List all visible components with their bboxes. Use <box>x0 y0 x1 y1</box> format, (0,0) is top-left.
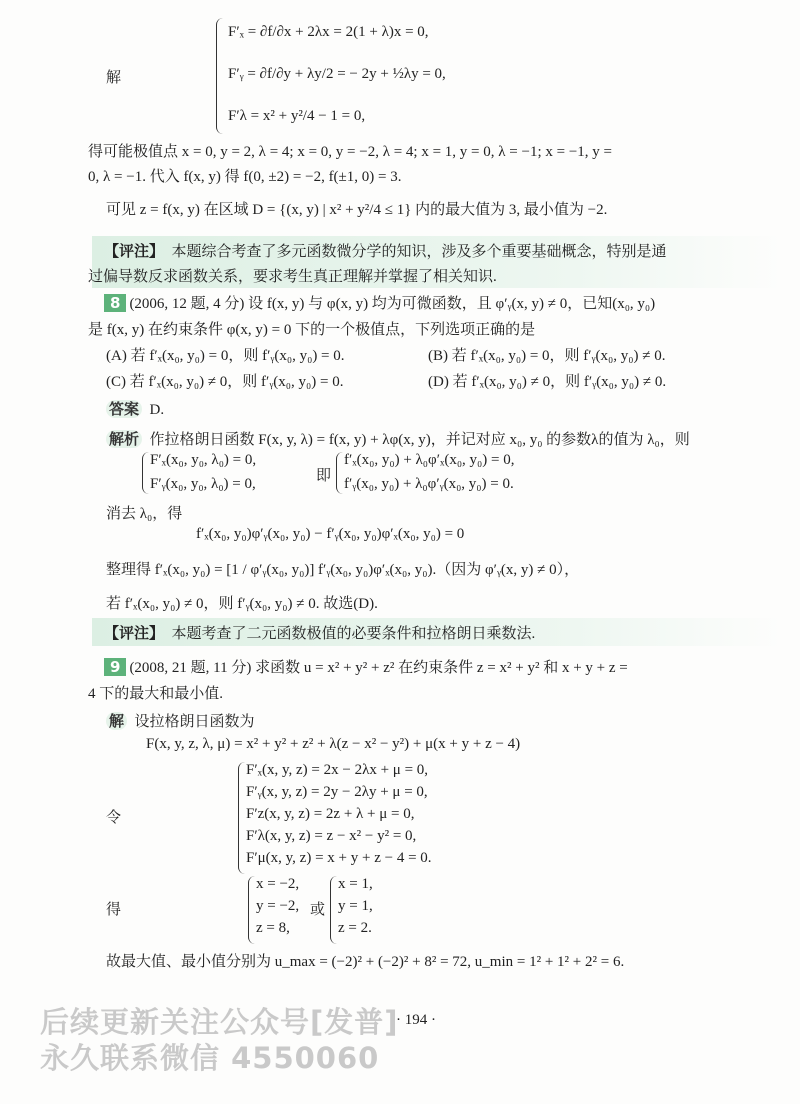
answer-value: D. <box>149 402 165 418</box>
text-line: 0, λ = −1. 代入 f(x, y) 得 f(0, ±2) = −2, f(±1, 0) = 3. <box>88 169 402 185</box>
text-line: 整理得 f′ₓ(x₀, y₀) = [1 / φ′ᵧ(x₀, y₀)] f′ᵧ(x₀, y₀)φ′ₓ(x₀, y₀).（因为 φ′ᵧ(x, y) ≠ 0）， <box>106 562 580 578</box>
equation: f′ₓ(x₀, y₀)φ′ᵧ(x₀, y₀) − f′ᵧ(x₀, y₀)φ′ₓ(x₀, y₀) = 0 <box>196 526 465 542</box>
option-c: (C) 若 f′ₓ(x₀, y₀) ≠ 0，则 f′ᵧ(x₀, y₀) = 0. <box>106 374 344 390</box>
text: 令 <box>106 810 122 826</box>
equation: F′ᵧ(x, y, z) = 2y − 2λy + μ = 0, <box>246 784 428 800</box>
comment-text: 本题考查了二元函数极值的必要条件和拉格朗日乘数法. <box>171 626 536 642</box>
comment-line <box>104 622 535 643</box>
option-b: (B) 若 f′ₓ(x₀, y₀) = 0，则 f′ᵧ(x₀, y₀) ≠ 0. <box>428 348 666 364</box>
equation: F′ₓ(x, y, z) = 2x − 2λx + μ = 0, <box>246 762 429 778</box>
solution-line <box>106 710 255 731</box>
comment-text: 过偏导数反求函数关系，要求考生真正理解并掌握了相关知识. <box>88 269 497 285</box>
equation: x = 1, <box>338 876 373 892</box>
equation: F′ᵧ(x₀, y₀, λ₀) = 0, <box>150 476 256 492</box>
left-brace <box>330 876 337 944</box>
text: 或 <box>310 902 326 918</box>
text-line: 可见 z = f(x, y) 在区域 D = {(x, y) | x² + y²/4 ≤ 1} 内的最大值为 3, 最小值为 −2. <box>106 202 608 218</box>
analysis-text: 作拉格朗日函数 F(x, y, λ) = f(x, y) + λφ(x, y)，并记对应 x₀, y₀ 的参数λ的值为 λ₀，则 <box>149 432 690 448</box>
equation: z = 8, <box>256 920 290 936</box>
comment-text: 本题综合考查了多元函数微分学的知识，涉及多个重要基础概念，特别是通 <box>171 244 667 260</box>
text: 得 <box>106 902 122 918</box>
watermark-line: 永久联系微信 4550060 <box>40 1041 380 1075</box>
equation: F′λ = x² + y²/4 − 1 = 0, <box>228 108 366 124</box>
left-brace <box>248 876 255 944</box>
watermark-line: 后续更新关注公众号[发普] <box>40 1005 399 1039</box>
equation: f′ₓ(x₀, y₀) + λ₀φ′ₓ(x₀, y₀) = 0, <box>344 452 515 468</box>
page-number: · 194 · <box>396 1012 436 1028</box>
equation: F′μ(x, y, z) = x + y + z − 4 = 0. <box>246 850 432 866</box>
solution-label: 解 <box>106 70 122 86</box>
solution-text: 设拉格朗日函数为 <box>134 714 255 730</box>
left-brace <box>216 18 223 134</box>
problem-text: (2006, 12 题, 4 分) 设 f(x, y) 与 φ(x, y) 均为可微函数，且 φ′ᵧ(x, y) ≠ 0，已知(x₀, y₀) <box>129 296 656 312</box>
equation: F′ₓ = ∂f/∂x + 2λx = 2(1 + λ)x = 0, <box>228 24 429 40</box>
equation: F′ₓ(x₀, y₀, λ₀) = 0, <box>150 452 257 468</box>
left-brace <box>142 452 149 494</box>
solution-label: 解 <box>106 712 127 730</box>
option-a: (A) 若 f′ₓ(x₀, y₀) = 0，则 f′ᵧ(x₀, y₀) = 0. <box>106 348 345 364</box>
analysis-line <box>106 428 690 449</box>
problem-9-line <box>104 656 628 677</box>
comment-label: 【评注】 <box>104 244 165 260</box>
equation: f′ᵧ(x₀, y₀) + λ₀φ′ᵧ(x₀, y₀) = 0. <box>344 476 514 492</box>
problem-number: 8 <box>104 294 126 312</box>
equation: y = 1, <box>338 898 373 914</box>
equation: F′ᵧ = ∂f/∂y + λy/2 = − 2y + ½λy = 0, <box>228 66 446 82</box>
problem-text: (2008, 21 题, 11 分) 求函数 u = x² + y² + z² 在约束条件 z = x² + y² 和 x + y + z = <box>129 660 628 676</box>
left-brace <box>238 762 245 874</box>
text-line: 若 f′ₓ(x₀, y₀) ≠ 0，则 f′ᵧ(x₀, y₀) ≠ 0. 故选(D). <box>106 596 378 612</box>
comment-label: 【评注】 <box>104 626 165 642</box>
text-line: 故最大值、最小值分别为 u_max = (−2)² + (−2)² + 8² = 72, u_min = 1² + 1² + 2² = 6. <box>106 954 625 970</box>
comment-line <box>104 240 667 261</box>
equation: F(x, y, z, λ, μ) = x² + y² + z² + λ(z − x² − y²) + μ(x + y + z − 4) <box>146 736 521 752</box>
equation: y = −2, <box>256 898 300 914</box>
problem-text: 是 f(x, y) 在约束条件 φ(x, y) = 0 下的一个极值点，下列选项正确的是 <box>88 322 536 338</box>
problem-8-line <box>104 292 655 313</box>
text: 即 <box>316 468 332 484</box>
answer-label: 答案 <box>106 400 142 418</box>
equation: F′z(x, y, z) = 2z + λ + μ = 0, <box>246 806 415 822</box>
left-brace <box>336 452 343 494</box>
text-line: 消去 λ₀，得 <box>106 506 183 522</box>
equation: x = −2, <box>256 876 300 892</box>
equation: z = 2. <box>338 920 372 936</box>
problem-text: 4 下的最大和最小值. <box>88 686 224 702</box>
answer-line <box>106 398 164 419</box>
problem-number: 9 <box>104 658 126 676</box>
option-d: (D) 若 f′ₓ(x₀, y₀) ≠ 0，则 f′ᵧ(x₀, y₀) ≠ 0. <box>428 374 667 390</box>
equation: F′λ(x, y, z) = z − x² − y² = 0, <box>246 828 417 844</box>
analysis-label: 解析 <box>106 430 142 448</box>
text-line: 得可能极值点 x = 0, y = 2, λ = 4; x = 0, y = −2, λ = 4; x = 1, y = 0, λ = −1; x = −1, y = <box>88 144 613 160</box>
